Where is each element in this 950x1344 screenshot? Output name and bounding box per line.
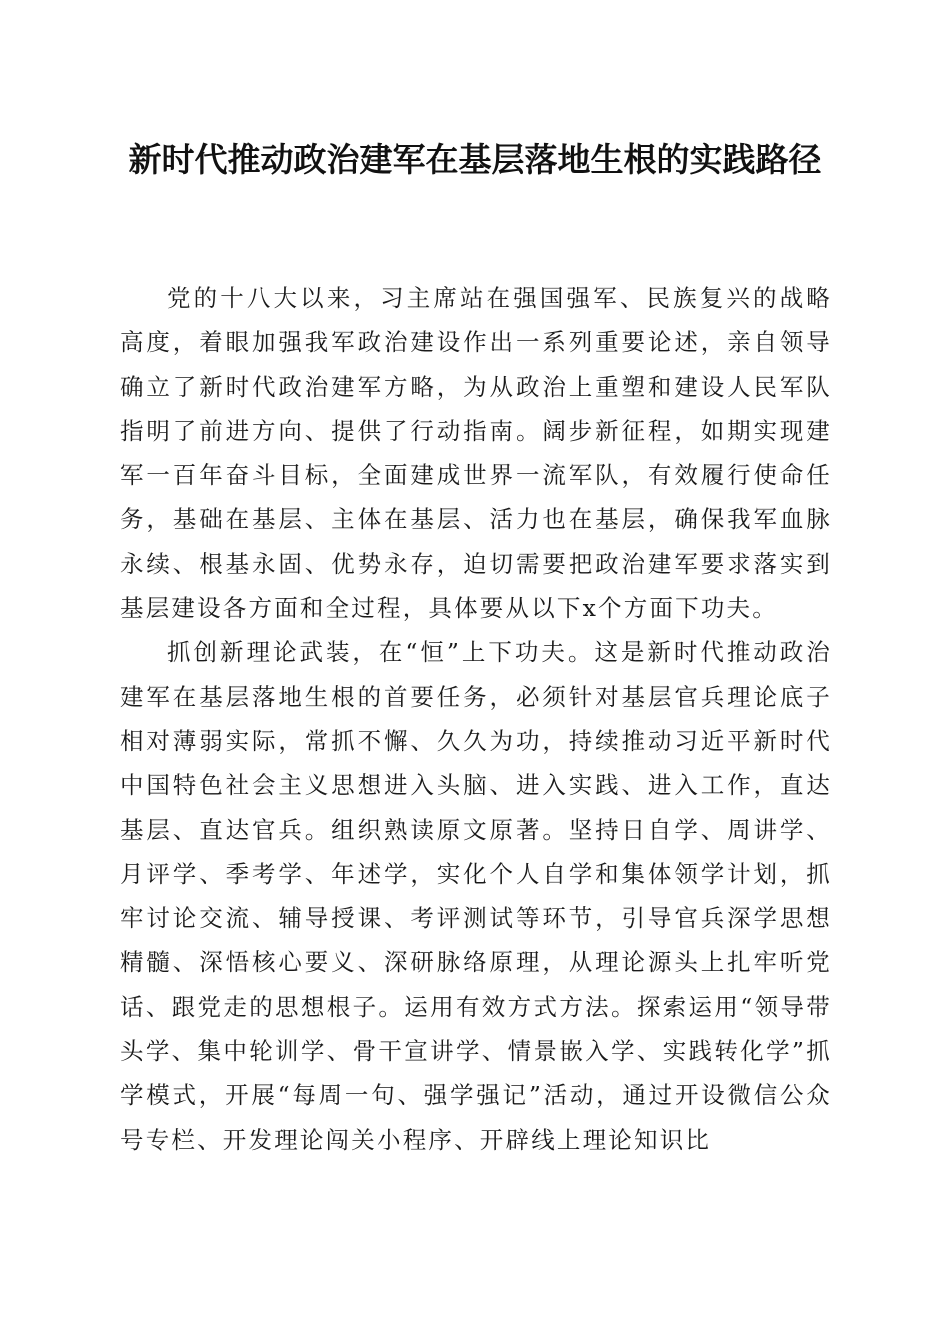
- document-title: 新时代推动政治建军在基层落地生根的实践路径: [128, 140, 822, 179]
- paragraph-theory-study: 抓创新理论武装，在“恒”上下功夫。这是新时代推动政治建军在基层落地生根的首要任务，必须针对基层官兵理论底子相对薄弱实际，常抓不懈、久久为功，持续推动习近平新时代中国特色社会主义思想进入头脑、进入实践、进入工作，直达基层、直达官兵。组织熟读原文原著。坚持日自学、周讲学、月评学、季考学、年述学，实化个人自学和集体领学计划，抓牢讨论交流、辅导授课、考评测试等环节，引导官兵深学思想精髓、深悟核心要义、深研脉络原理，从理论源头上扎牢听党话、跟党走的思想根子。运用有效方式方法。探索运用“领导带头学、集中轮训学、骨干宣讲学、情景嵌入学、实践转化学”抓学模式，开展“每周一句、强学强记”活动，通过开设微信公众号专栏、开发理论闯关小程序、开辟线上理论知识比: [120, 638, 832, 1154]
- document-body: [120, 276, 832, 1162]
- paragraph-intro: 党的十八大以来，习主席站在强国强军、民族复兴的战略高度，着眼加强我军政治建设作出一系列重要论述，亲自领导确立了新时代政治建军方略，为从政治上重塑和建设人民军队指明了前进方向、提供了行动指南。阔步新征程，如期实现建军一百年奋斗目标，全面建成世界一流军队，有效履行使命任务，基础在基层、主体在基层、活力也在基层，确保我军血脉永续、根基永固、优势永存，迫切需要把政治建军要求落实到基层建设各方面和全过程，具体要从以下x个方面下功夫。: [120, 284, 832, 623]
